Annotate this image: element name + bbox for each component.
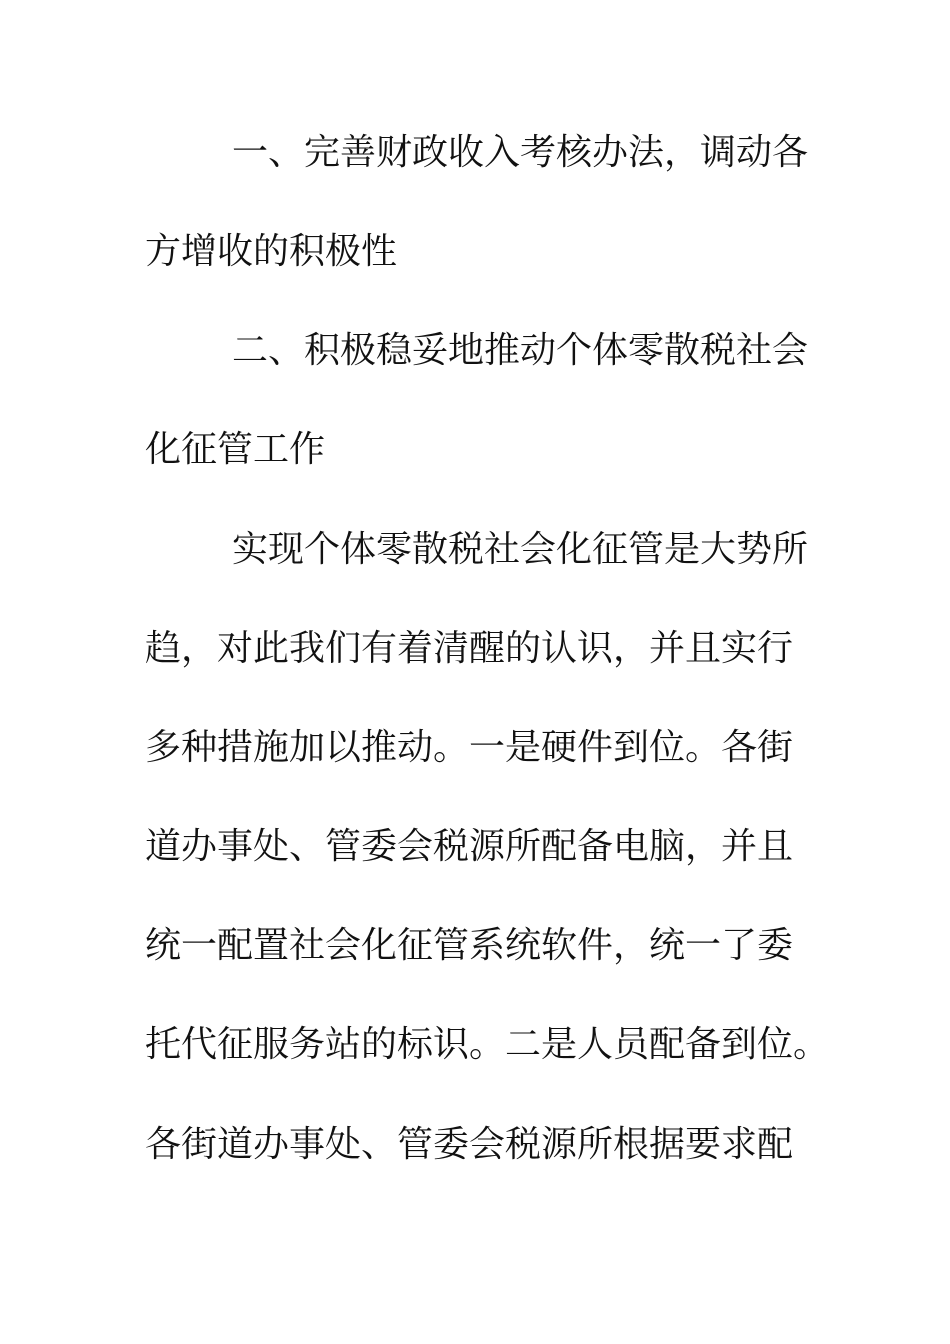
heading-two-line-1: 二、积极稳妥地推动个体零散税社会 (232, 330, 809, 371)
heading-one-line-1: 一、完善财政收入考核办法，调动各 (232, 132, 809, 173)
heading-one-line-2: 方增收的积极性 (145, 231, 398, 272)
paragraph-line-1: 实现个体零散税社会化征管是大势所 (232, 529, 809, 570)
paragraph-line-4: 道办事处、管委会税源所配备电脑，并且 (145, 826, 794, 867)
paragraph-line-6: 托代征服务站的标识。二是人员配备到位。 (145, 1024, 830, 1065)
paragraph-line-2: 趋，对此我们有着清醒的认识，并且实行 (145, 628, 794, 669)
paragraph-line-5: 统一配置社会化征管系统软件，统一了委 (145, 925, 794, 966)
heading-two-line-2: 化征管工作 (145, 429, 326, 470)
paragraph-line-3: 多种措施加以推动。一是硬件到位。各街 (145, 727, 794, 768)
paragraph-line-7: 各街道办事处、管委会税源所根据要求配 (145, 1124, 794, 1165)
